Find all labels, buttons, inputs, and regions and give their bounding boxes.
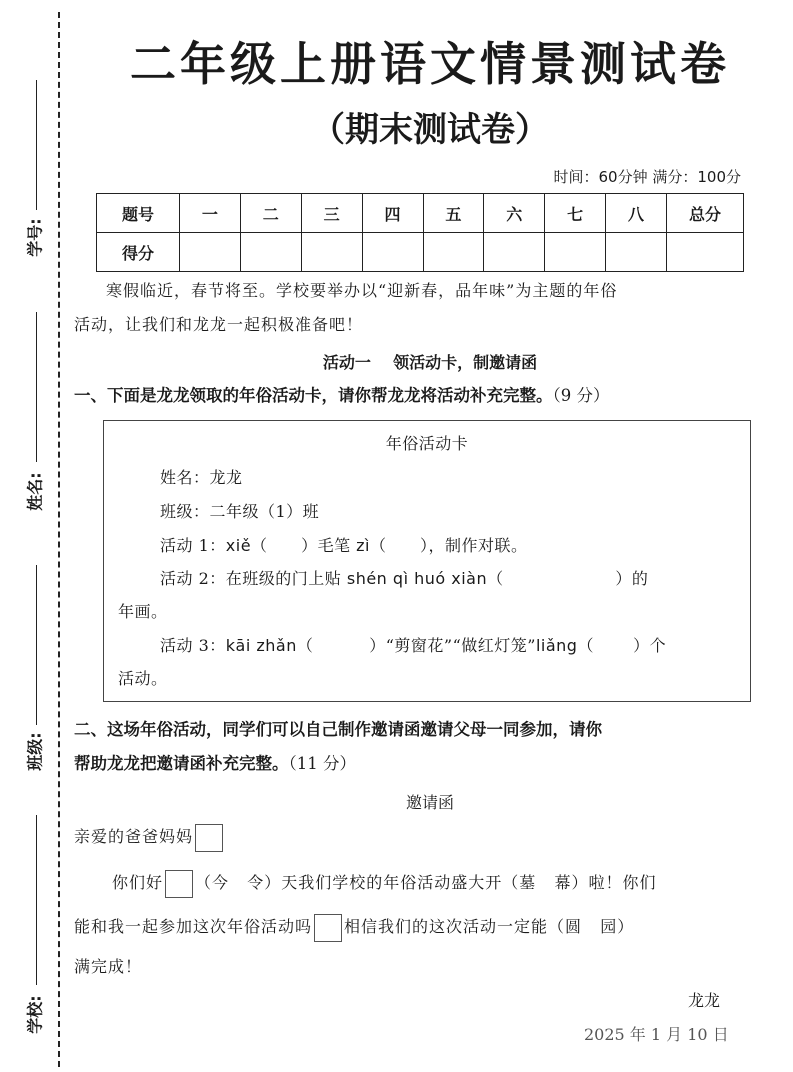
invitation-text: （今 令）天我们学校的年俗活动盛大开（墓 幕）啦！你们 [195,873,657,892]
question-1-text: 一、下面是龙龙领取的年俗活动卡，请你帮龙龙将活动补充完整。 [74,386,553,405]
table-column-header: 四 [362,194,423,233]
card-activity-3-cont: 活动。 [118,669,168,688]
page-subtitle: （期末测试卷） [311,110,549,150]
score-cell[interactable] [301,233,362,272]
card-activity-3 [160,630,790,662]
score-cell[interactable] [545,233,606,272]
invitation-date: 2025 年 1 月 10 日 [584,1025,729,1044]
question-2-text: 帮助龙龙把邀请函补充完整。 [74,754,289,773]
invitation-line-2 [74,910,764,944]
class-field[interactable] [36,565,37,725]
pinyin-text: xiě [225,536,252,555]
question-1 [74,380,764,412]
invitation-text: 你们好 [112,873,164,892]
activity-heading: 活动一 领活动卡，制邀请函 [322,353,538,372]
table-row-header: 题号 [97,194,180,233]
score-table-header-row [97,194,744,233]
score-cell[interactable] [423,233,484,272]
intro-line-1: 寒假临近，春节将至。学校要举办以“迎新春，品年味”为主题的年俗 [106,281,618,300]
table-column-header: 八 [606,194,667,233]
pinyin-text: shén qì huó xiàn [346,569,488,588]
greeting-text: 亲爱的爸爸妈妈 [74,827,194,846]
pinyin-text: liǎng [535,636,578,655]
card-name: 姓名：龙龙 [160,468,243,487]
invitation-line-3: 满完成！ [74,957,143,976]
card-activity-1-label: 活动 1： [160,536,226,555]
invitation-title: 邀请函 [405,793,454,812]
table-column-header: 一 [180,194,241,233]
name-label: 姓名: [25,472,45,511]
answer-blank-text[interactable]: （ ），制作对联。 [370,536,528,555]
punctuation-answer-box[interactable] [165,870,193,898]
binding-dashed-line [58,12,60,1067]
punctuation-answer-box[interactable] [314,914,342,942]
score-cell[interactable] [362,233,423,272]
card-activity-3-label: 活动 3： [160,636,226,655]
score-table [96,193,744,272]
name-field[interactable] [36,312,37,462]
student-no-label: 学号: [25,218,45,257]
pinyin-text: zì [356,536,370,555]
invitation-text: 能和我一起参加这次年俗活动吗 [74,917,313,936]
question-2-line-2 [74,748,764,780]
answer-blank-text[interactable]: （ ）个 [577,636,667,655]
card-activity-2-cont: 年画。 [118,602,168,621]
table-column-header: 七 [545,194,606,233]
page-title: 二年级上册语文情景测试卷 [130,37,730,91]
class-label: 班级: [25,732,45,771]
invitation-line-1 [112,866,762,900]
answer-blank-text[interactable]: （ ）毛笔 [251,536,357,555]
school-field[interactable] [36,815,37,985]
answer-blank-text[interactable]: （ ）的 [487,569,649,588]
card-activity-2 [160,563,790,595]
pinyin-text: kāi zhǎn [225,636,297,655]
score-cell[interactable] [606,233,667,272]
card-activity-2-label: 活动 2：在班级的门上贴 [160,569,347,588]
exam-meta: 时间：60分钟 满分：100分 [553,168,741,186]
punctuation-answer-box[interactable] [195,824,223,852]
card-title: 年俗活动卡 [385,434,469,453]
table-column-header: 三 [301,194,362,233]
score-cell[interactable] [180,233,241,272]
intro-line-2: 活动，让我们和龙龙一起积极准备吧！ [74,315,364,334]
card-activity-1 [160,530,790,562]
invitation-text: 相信我们的这次活动一定能（圆 园） [344,917,635,936]
question-2-line-1: 二、这场年俗活动，同学们可以自己制作邀请函邀请父母一同参加，请你 [74,720,602,739]
table-column-header: 二 [240,194,301,233]
card-class: 班级：二年级（1）班 [160,502,320,521]
school-label: 学校: [25,995,45,1034]
question-1-points: （9 分） [552,386,610,405]
score-cell[interactable] [667,233,744,272]
invitation-signer: 龙龙 [688,991,721,1010]
invitation-greeting [74,820,764,854]
table-column-header: 总分 [667,194,744,233]
score-table-score-row [97,233,744,272]
table-column-header: 五 [423,194,484,233]
score-cell[interactable] [484,233,545,272]
student-no-field[interactable] [36,80,37,210]
table-row-header: 得分 [97,233,180,272]
score-cell[interactable] [240,233,301,272]
answer-blank-text[interactable]: （ ）“剪窗花”“做红灯笼” [296,636,536,655]
table-column-header: 六 [484,194,545,233]
question-2-points: （11 分） [288,754,356,773]
